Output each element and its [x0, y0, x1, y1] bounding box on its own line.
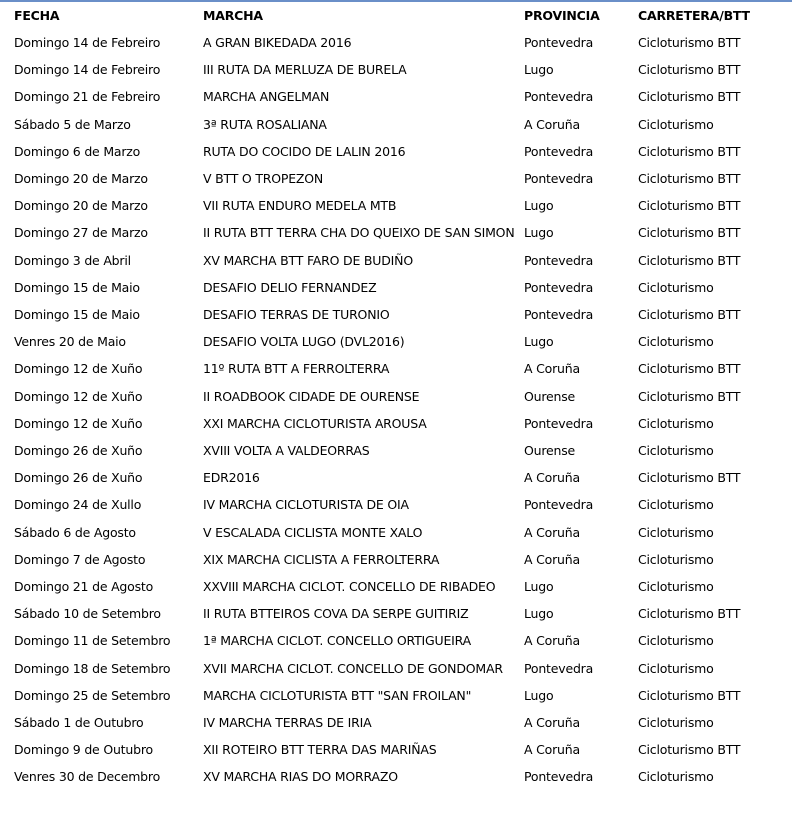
cell-fecha: Domingo 26 de Xuño [14, 443, 143, 459]
cell-fecha: Domingo 7 de Agosto [14, 551, 146, 567]
cell-carretera-btt: Cicloturismo [638, 769, 714, 785]
cell-provincia: Pontevedra [524, 769, 594, 785]
cell-marcha: XII ROTEIRO BTT TERRA DAS MARIÑAS [203, 742, 437, 758]
table-row [14, 573, 784, 600]
cell-marcha: III RUTA DA MERLUZA DE BURELA [203, 62, 407, 78]
cell-marcha: 3ª RUTA ROSALIANA [203, 116, 327, 132]
cell-carretera-btt: Cicloturismo BTT [638, 171, 741, 187]
cell-fecha: Domingo 15 de Maio [14, 307, 140, 323]
cell-carretera-btt: Cicloturismo [638, 524, 714, 540]
cell-provincia: A Coruña [524, 633, 580, 649]
cell-provincia: A Coruña [524, 551, 580, 567]
cell-carretera-btt: Cicloturismo [638, 334, 714, 350]
cell-provincia: Pontevedra [524, 171, 594, 187]
cell-fecha: Domingo 25 de Setembro [14, 687, 171, 703]
cell-provincia: Pontevedra [524, 307, 594, 323]
cell-carretera-btt: Cicloturismo [638, 443, 714, 459]
cell-carretera-btt: Cicloturismo [638, 633, 714, 649]
cell-fecha: Domingo 3 de Abril [14, 252, 131, 268]
cell-marcha: A GRAN BIKEDADA 2016 [203, 35, 352, 50]
table-row [14, 410, 784, 437]
cell-carretera-btt: Cicloturismo BTT [638, 388, 741, 404]
cell-carretera-btt: Cicloturismo BTT [638, 307, 741, 323]
table-row [14, 301, 784, 328]
cell-carretera-btt: Cicloturismo BTT [638, 470, 741, 486]
cell-fecha: Domingo 15 de Maio [14, 279, 140, 295]
cell-provincia: A Coruña [524, 742, 580, 758]
cell-fecha: Sábado 6 de Agosto [14, 524, 136, 540]
cell-fecha: Domingo 26 de Xuño [14, 470, 143, 486]
cell-marcha: XVII MARCHA CICLOT. CONCELLO DE GONDOMAR [203, 660, 503, 676]
cell-carretera-btt: Cicloturismo BTT [638, 35, 741, 50]
cell-marcha: II ROADBOOK CIDADE DE OURENSE [203, 388, 420, 404]
cell-provincia: Ourense [524, 388, 576, 404]
table-row [14, 219, 784, 246]
cell-provincia: Lugo [524, 687, 554, 703]
events-body [14, 29, 784, 791]
cell-carretera-btt: Cicloturismo BTT [638, 62, 741, 78]
cell-marcha: XXVIII MARCHA CICLOT. CONCELLO DE RIBADEO [203, 579, 496, 595]
table-row [14, 627, 784, 654]
cell-provincia: A Coruña [524, 524, 580, 540]
cell-marcha: XIX MARCHA CICLISTA A FERROLTERRA [203, 551, 440, 567]
table-row [14, 192, 784, 219]
cell-carretera-btt: Cicloturismo [638, 497, 714, 513]
cell-carretera-btt: Cicloturismo BTT [638, 198, 741, 214]
cell-carretera-btt: Cicloturismo [638, 415, 714, 431]
table-row [14, 763, 784, 790]
cell-provincia: Lugo [524, 198, 554, 214]
cell-fecha: Domingo 12 de Xuño [14, 415, 143, 431]
cell-fecha: Venres 30 de Decembro [14, 769, 161, 785]
table-row [14, 655, 784, 682]
table-row [14, 247, 784, 274]
cell-fecha: Domingo 27 de Marzo [14, 225, 148, 241]
cell-fecha: Sábado 10 de Setembro [14, 606, 161, 622]
header-marcha: MARCHA [203, 8, 263, 23]
cell-fecha: Sábado 1 de Outubro [14, 715, 144, 731]
cell-provincia: Pontevedra [524, 415, 594, 431]
cell-provincia: Pontevedra [524, 279, 594, 295]
cell-marcha: XXI MARCHA CICLOTURISTA AROUSA [203, 415, 427, 431]
cell-fecha: Domingo 6 de Marzo [14, 143, 141, 159]
header-carretera-btt: CARRETERA/BTT [638, 8, 750, 23]
cell-provincia: Lugo [524, 334, 554, 350]
cell-provincia: Pontevedra [524, 497, 594, 513]
table-row [14, 546, 784, 573]
cell-provincia: Lugo [524, 62, 554, 78]
table-row [14, 111, 784, 138]
cell-fecha: Domingo 24 de Xullo [14, 497, 142, 513]
table-row [14, 491, 784, 518]
cell-marcha: DESAFIO DELIO FERNANDEZ [203, 279, 377, 295]
cell-carretera-btt: Cicloturismo [638, 579, 714, 595]
cell-fecha: Domingo 21 de Febreiro [14, 89, 161, 105]
cell-carretera-btt: Cicloturismo BTT [638, 361, 741, 377]
cell-provincia: Lugo [524, 579, 554, 595]
cell-marcha: DESAFIO TERRAS DE TURONIO [203, 307, 390, 323]
cell-fecha: Domingo 18 de Setembro [14, 660, 171, 676]
cell-marcha: XV MARCHA RIAS DO MORRAZO [203, 769, 398, 785]
table-row [14, 437, 784, 464]
cell-marcha: 11º RUTA BTT A FERROLTERRA [203, 361, 390, 377]
cell-carretera-btt: Cicloturismo BTT [638, 606, 741, 622]
cell-marcha: II RUTA BTTEIROS COVA DA SERPE GUITIRIZ [203, 606, 469, 622]
cell-carretera-btt: Cicloturismo [638, 660, 714, 676]
cell-marcha: XV MARCHA BTT FARO DE BUDIÑO [203, 252, 413, 268]
cell-fecha: Domingo 12 de Xuño [14, 388, 143, 404]
header-provincia: PROVINCIA [524, 8, 600, 23]
cell-marcha: DESAFIO VOLTA LUGO (DVL2016) [203, 334, 405, 350]
table-row [14, 83, 784, 110]
table-row [14, 274, 784, 301]
cell-marcha: IV MARCHA TERRAS DE IRIA [203, 715, 372, 731]
table-row [14, 464, 784, 491]
cell-fecha: Domingo 14 de Febreiro [14, 62, 161, 78]
cell-provincia: Lugo [524, 606, 554, 622]
table-row [14, 383, 784, 410]
cell-provincia: Pontevedra [524, 660, 594, 676]
cell-carretera-btt: Cicloturismo BTT [638, 687, 741, 703]
cell-provincia: Pontevedra [524, 89, 594, 105]
cell-carretera-btt: Cicloturismo BTT [638, 742, 741, 758]
cell-fecha: Sábado 5 de Marzo [14, 116, 131, 132]
cell-marcha: VII RUTA ENDURO MEDELA MTB [203, 198, 397, 214]
table-row [14, 138, 784, 165]
cell-fecha: Domingo 20 de Marzo [14, 171, 148, 187]
table-row [14, 600, 784, 627]
table-row [14, 29, 784, 56]
cell-fecha: Domingo 9 de Outubro [14, 742, 153, 758]
table-row [14, 709, 784, 736]
events-table [14, 2, 784, 791]
cell-carretera-btt: Cicloturismo [638, 551, 714, 567]
cell-fecha: Domingo 20 de Marzo [14, 198, 148, 214]
table-row [14, 165, 784, 192]
cell-carretera-btt: Cicloturismo BTT [638, 89, 741, 105]
table-row [14, 355, 784, 382]
table-row [14, 328, 784, 355]
cell-fecha: Venres 20 de Maio [14, 334, 126, 350]
header-fecha: FECHA [14, 8, 60, 23]
table-row [14, 519, 784, 546]
cell-provincia: Lugo [524, 225, 554, 241]
cell-marcha: EDR2016 [203, 470, 260, 486]
cell-marcha: 1ª MARCHA CICLOT. CONCELLO ORTIGUEIRA [203, 633, 471, 649]
cell-provincia: Pontevedra [524, 35, 594, 50]
cell-fecha: Domingo 11 de Setembro [14, 633, 171, 649]
table-row [14, 56, 784, 83]
cell-marcha: V BTT O TROPEZON [203, 171, 324, 187]
cell-carretera-btt: Cicloturismo BTT [638, 252, 741, 268]
table-row [14, 682, 784, 709]
cell-marcha: II RUTA BTT TERRA CHA DO QUEIXO DE SAN SIMON [203, 225, 515, 241]
cell-provincia: Ourense [524, 443, 576, 459]
cell-fecha: Domingo 12 de Xuño [14, 361, 143, 377]
cell-provincia: Pontevedra [524, 143, 594, 159]
cell-marcha: MARCHA ANGELMAN [203, 89, 330, 105]
cell-provincia: A Coruña [524, 470, 580, 486]
cell-marcha: IV MARCHA CICLOTURISTA DE OIA [203, 497, 409, 513]
cell-marcha: RUTA DO COCIDO DE LALIN 2016 [203, 143, 406, 159]
cell-provincia: A Coruña [524, 715, 580, 731]
header-row [14, 2, 784, 29]
cell-marcha: MARCHA CICLOTURISTA BTT "SAN FROILAN" [203, 687, 472, 703]
cell-fecha: Domingo 21 de Agosto [14, 579, 154, 595]
cell-marcha: V ESCALADA CICLISTA MONTE XALO [203, 524, 423, 540]
cell-carretera-btt: Cicloturismo [638, 279, 714, 295]
cell-fecha: Domingo 14 de Febreiro [14, 35, 161, 50]
cell-provincia: A Coruña [524, 361, 580, 377]
cell-provincia: Pontevedra [524, 252, 594, 268]
cell-marcha: XVIII VOLTA A VALDEORRAS [203, 443, 370, 459]
cell-carretera-btt: Cicloturismo [638, 715, 714, 731]
cell-carretera-btt: Cicloturismo BTT [638, 225, 741, 241]
table-row [14, 736, 784, 763]
cell-carretera-btt: Cicloturismo BTT [638, 143, 741, 159]
cell-provincia: A Coruña [524, 116, 580, 132]
cell-carretera-btt: Cicloturismo [638, 116, 714, 132]
